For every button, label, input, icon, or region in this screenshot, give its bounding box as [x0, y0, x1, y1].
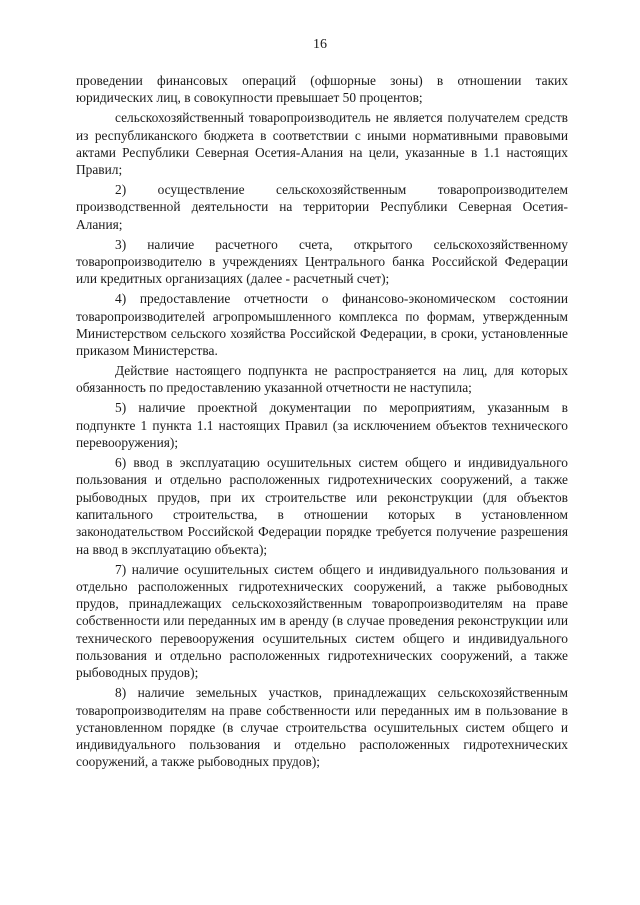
paragraph-continuation: проведении финансовых операций (офшорные зоны) в отношении таких юридических лиц, в совокупности превышает 50 процентов;: [76, 73, 568, 106]
paragraph-item-6: 6) ввод в эксплуатацию осушительных систем общего и индивидуального пользования и отдельно расположенных гидротехнических сооружений, а также рыбоводных прудов, при их строительстве или реконструкции (для объектов капитального строительства, в отношении которых в установленном законодательством Российской Федерации порядке требуется получение разрешения на ввод в эксплуатацию объекта);: [76, 455, 568, 557]
paragraph-item-8: 8) наличие земельных участков, принадлежащих сельскохозяйственным товаропроизводителям на праве собственности или переданных им в пользование в установленном порядке (в случае строительства осушительных систем общего и индивидуального пользования и отдельно расположенных гидротехнических сооружений, а также рыбоводных прудов);: [76, 685, 568, 770]
paragraph-not-recipient: сельскохозяйственный товаропроизводитель не является получателем средств из республиканского бюджета в соответствии с иными нормативными правовыми актами Республики Северная Осетия-Алания на цели, указанные в 1.1 настоящих Правил;: [76, 110, 568, 178]
paragraph-item-4: 4) предоставление отчетности о финансово-экономическом состоянии товаропроизводителей агропромышленного комплекса по формам, утвержденным Министерством сельского хозяйства Российской Федерации, в сроки, установленные приказом Министерства.: [76, 291, 568, 359]
document-body: [76, 72, 568, 773]
page-number: 16: [313, 37, 327, 52]
paragraph-item-7: 7) наличие осушительных систем общего и индивидуального пользования и отдельно расположенных гидротехнических сооружений, а также рыбоводных прудов, принадлежащих сельскохозяйственным товаропроизводителям на праве собственности или переданных им в аренду (в случае проведения реконструкции или технического перевооружения осушительных систем общего и индивидуального пользования и отдельно расположенных гидротехнических сооружений, а также рыбоводных прудов);: [76, 561, 568, 681]
paragraph-item-2: 2) осуществление сельскохозяйственным товаропроизводителем производственной деятельности на территории Республики Северная Осетия-Алания;: [76, 182, 568, 232]
paragraph-item-5: 5) наличие проектной документации по мероприятиям, указанным в подпункте 1 пункта 1.1 настоящих Правил (за исключением объектов технического перевооружения);: [76, 400, 568, 451]
paragraph-item-4-note: Действие настоящего подпункта не распространяется на лиц, для которых обязанность по предоставлению указанной отчетности не наступила;: [76, 363, 568, 396]
paragraph-item-3: 3) наличие расчетного счета, открытого сельскохозяйственному товаропроизводителю в учреждениях Центрального банка Российской Федерации или кредитных организациях (далее - расчетный счет);: [76, 236, 568, 287]
